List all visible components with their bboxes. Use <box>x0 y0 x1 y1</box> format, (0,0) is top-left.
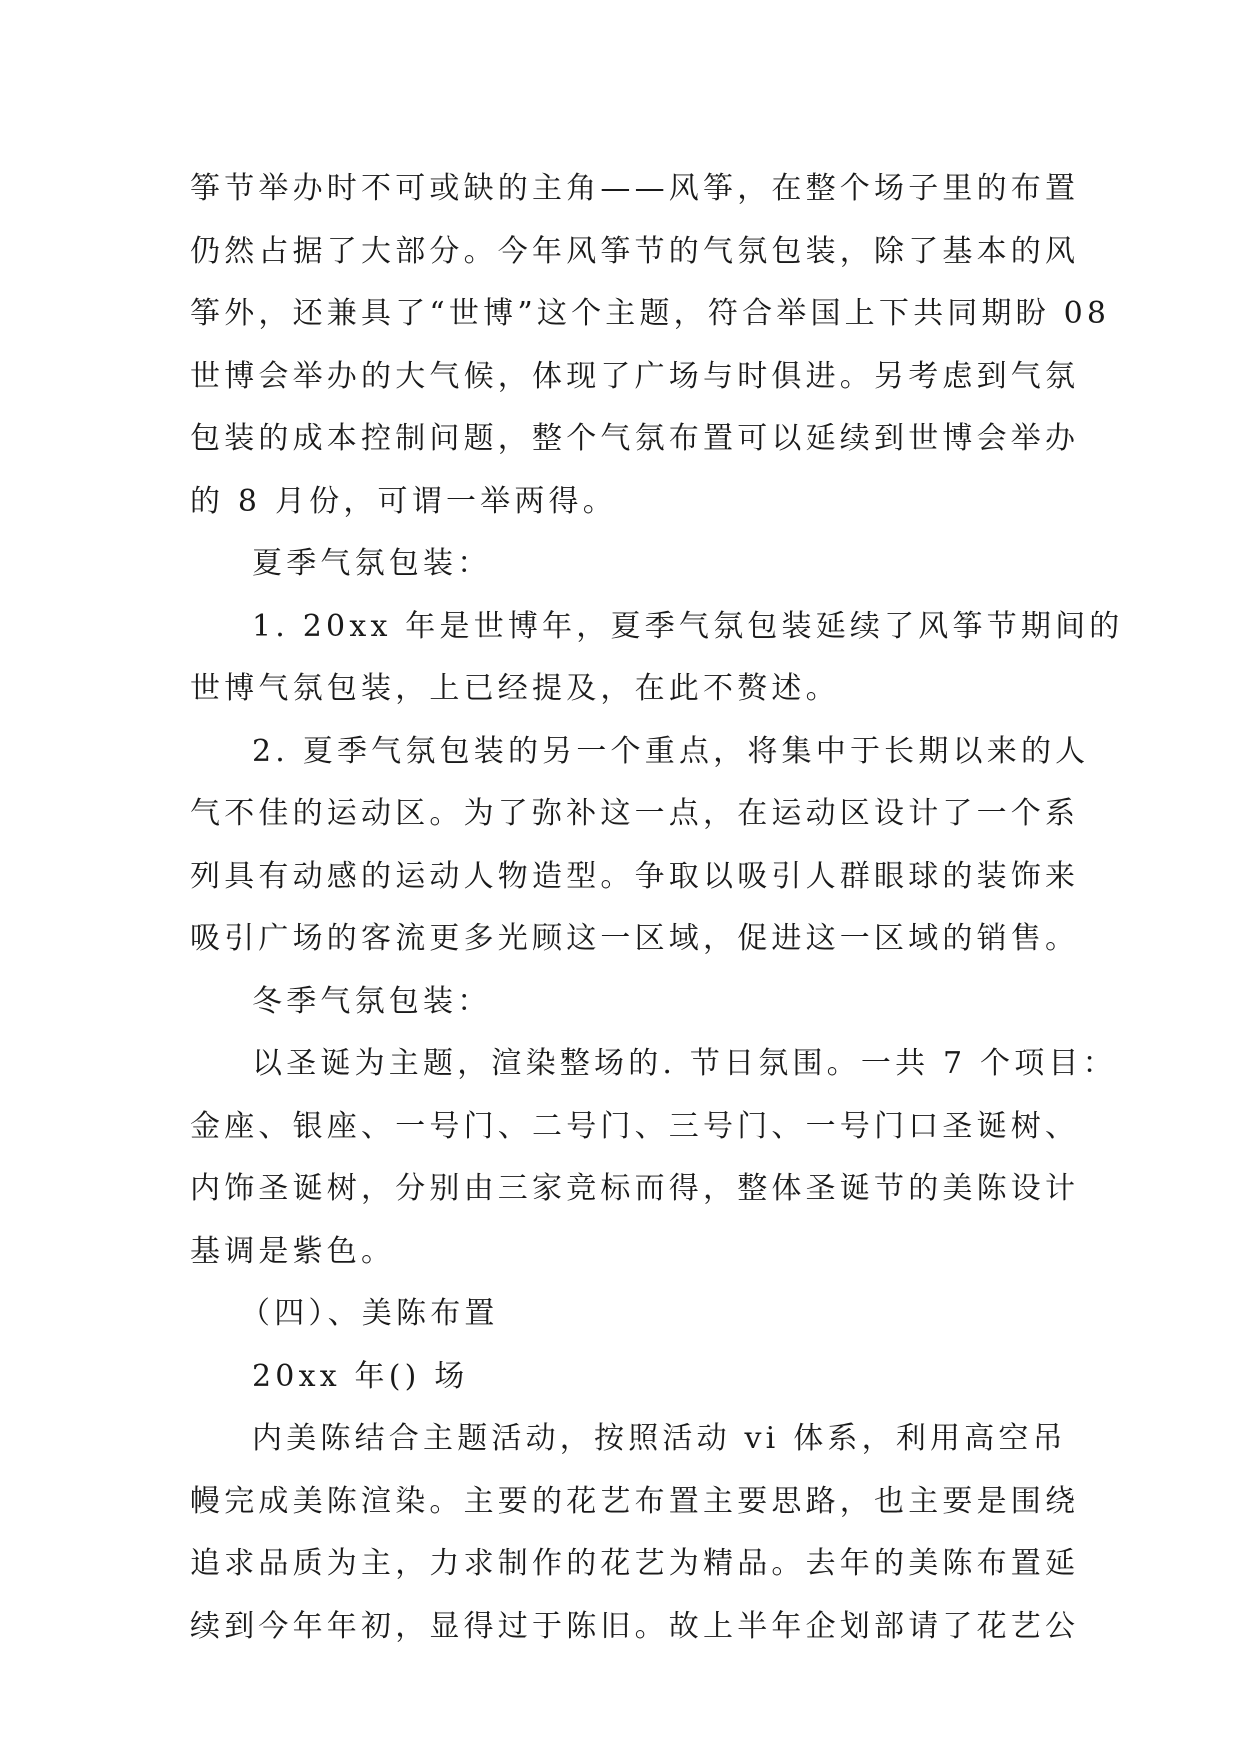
text-line: 包装的成本控制问题，整个气氛布置可以延续到世博会举办 <box>190 421 1080 456</box>
text-line: 仍然占据了大部分。今年风筝节的气氛包装，除了基本的风 <box>190 233 1080 269</box>
text-line: 基调是紫色。 <box>190 1233 396 1269</box>
text-line: 吸引广场的客流更多光顾这一区域，促进这一区域的销售。 <box>190 921 1080 956</box>
text-line: 2. 夏季气氛包装的另一个重点，将集中于长期以来的人 <box>252 733 1090 769</box>
text-line: 追求品质为主，力求制作的花艺为精品。去年的美陈布置延 <box>190 1546 1080 1581</box>
text-line: 世博会举办的大气候，体现了广场与时俱进。另考虑到气氛 <box>190 358 1080 394</box>
text-line: 20xx 年() 场 <box>252 1358 469 1394</box>
text-line: 内美陈结合主题活动，按照活动 vi 体系，利用高空吊 <box>252 1421 1067 1456</box>
text-line: 以圣诞为主题，渲染整场的. 节日氛围。一共 7 个项目： <box>252 1046 1117 1081</box>
text-line: 的 8 月份，可谓一举两得。 <box>190 483 617 519</box>
text-line: 气不佳的运动区。为了弥补这一点，在运动区设计了一个系 <box>190 796 1080 831</box>
text-line: 幔完成美陈渲染。主要的花艺布置主要思路，也主要是围绕 <box>190 1483 1080 1519</box>
text-line: 金座、银座、一号门、二号门、三号门、一号门口圣诞树、 <box>190 1108 1080 1144</box>
document-body <box>190 158 1124 1658</box>
text-line: 筝外，还兼具了“世博”这个主题，符合举国上下共同期盼 08 <box>190 296 1111 331</box>
section-heading-summer: 夏季气氛包装： <box>252 546 492 581</box>
text-line: 续到今年年初，显得过于陈旧。故上半年企划部请了花艺公 <box>190 1608 1080 1644</box>
text-line: 世博气氛包装，上已经提及，在此不赘述。 <box>190 671 840 706</box>
text-line: 内饰圣诞树，分别由三家竞标而得，整体圣诞节的美陈设计 <box>190 1171 1080 1206</box>
text-line: 筝节举办时不可或缺的主角——风筝，在整个场子里的布置 <box>190 171 1080 206</box>
text-line: 列具有动感的运动人物造型。争取以吸引人群眼球的装饰来 <box>190 858 1080 894</box>
text-line: 1. 20xx 年是世博年，夏季气氛包装延续了风筝节期间的 <box>252 608 1124 644</box>
section-heading-decoration: （四）、美陈布置 <box>240 1296 499 1331</box>
section-heading-winter: 冬季气氛包装： <box>252 983 492 1019</box>
